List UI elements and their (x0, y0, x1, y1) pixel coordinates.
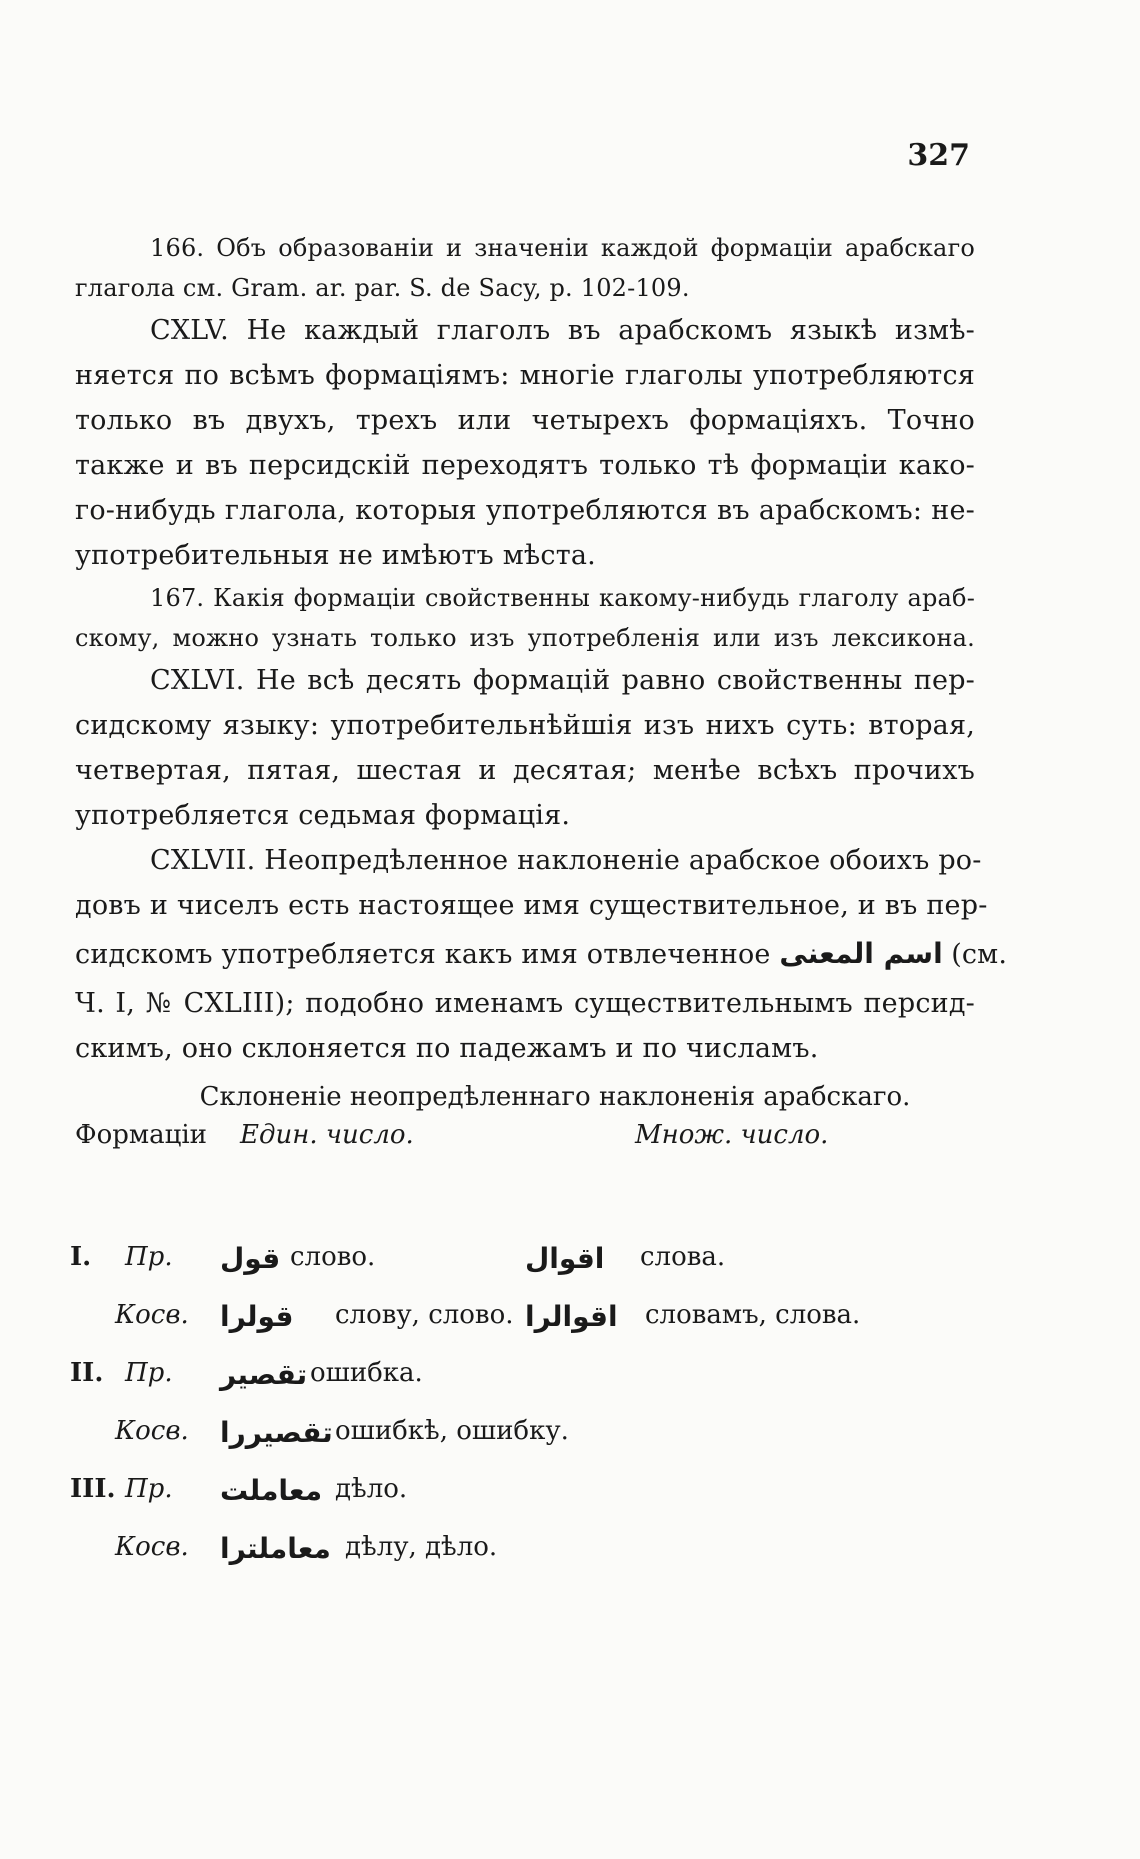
russian-singular: дѣлу, дѣло. (345, 1532, 498, 1562)
cxlvii-line-3-after: (см. (951, 939, 1008, 970)
cxlvii-line-2: довъ и чиселъ есть настоящее имя существительное, и въ пер- (75, 890, 988, 921)
footnote-166-line-2: глагола см. Gram. ar. par. S. de Sacy, p. 102-109. (75, 274, 690, 302)
arabic-ism-al-mana: اسم المعنى (779, 937, 943, 970)
footnote-167-line-1: 167. Какія формаціи свойственны какому-нибудь глаголу араб- (150, 584, 975, 612)
formation-label: II. (70, 1358, 104, 1388)
cxlvii-line-4: Ч. I, № CXLIII); подобно именамъ существительнымъ персид- (75, 988, 975, 1019)
formation-label: III. (70, 1474, 116, 1504)
cxlvi-line-2: сидскому языку: употребительнѣйшія изъ нихъ суть: вторая, (75, 710, 975, 741)
arabic-singular: تقصيررا (220, 1416, 333, 1449)
formation-label: I. (70, 1242, 92, 1272)
page-number: 327 (907, 138, 970, 173)
russian-singular: ошибкѣ, ошибку. (335, 1416, 569, 1446)
table-row (70, 1408, 970, 1466)
cxlv-line-5: го-нибудь глагола, которыя употребляются въ арабскомъ: не- (75, 495, 975, 526)
russian-plural: словамъ, слова. (645, 1300, 861, 1330)
table-row (70, 1350, 970, 1408)
cxlvii-line-5: скимъ, оно склоняется по падежамъ и по числамъ. (75, 1033, 819, 1064)
declension-heading: Склоненіе неопредѣленнаго наклоненія арабскаго. (199, 1082, 911, 1112)
cxlvi-line-3: четвертая, пятая, шестая и десятая; менѣе всѣхъ прочихъ (75, 755, 975, 786)
cxlvii-line-1: CXLVII. Неопредѣленное наклоненіе арабское обоихъ ро- (150, 845, 982, 876)
arabic-plural: اقوالرا (525, 1300, 618, 1333)
case-label: Косв. (115, 1300, 189, 1330)
cxlv-line-2: няется по всѣмъ формаціямъ: многіе глаголы употребляются (75, 360, 975, 391)
table-row (70, 1466, 970, 1524)
case-label: Пр. (125, 1242, 173, 1272)
case-label: Косв. (115, 1532, 189, 1562)
declension-column-headers (75, 1120, 975, 1165)
cxlvi-line-4: употребляется седьмая формація. (75, 800, 571, 831)
russian-plural: слова. (640, 1242, 726, 1272)
declension-table (70, 1234, 970, 1582)
arabic-plural: اقوال (525, 1242, 605, 1275)
cxlvii-line-3 (75, 928, 1008, 981)
footnote-167-line-2: скому, можно узнать только изъ употребленія или изъ лексикона. (75, 624, 975, 652)
col-plural: Множ. число. (635, 1120, 829, 1150)
table-row (70, 1292, 970, 1350)
col-formations: Формаціи (75, 1120, 207, 1150)
arabic-singular: تقصير (220, 1358, 308, 1391)
arabic-singular: معاملت (220, 1474, 323, 1507)
arabic-singular: قول (220, 1242, 281, 1275)
cxlvi-line-1: CXLVI. Не всѣ десять формацій равно свойственны пер- (150, 665, 975, 696)
russian-singular: слово. (290, 1242, 376, 1272)
arabic-singular: قولرا (220, 1300, 294, 1333)
footnote-166-line-1: 166. Объ образованіи и значеніи каждой формаціи арабскаго (150, 234, 975, 262)
cxlvii-line-3-before: сидскомъ употребляется какъ имя отвлеченное (75, 939, 771, 970)
arabic-singular: معاملترا (220, 1532, 331, 1565)
case-label: Пр. (125, 1358, 173, 1388)
russian-singular: слову, слово. (335, 1300, 514, 1330)
case-label: Косв. (115, 1416, 189, 1446)
russian-singular: ошибка. (310, 1358, 423, 1388)
cxlv-line-3: только въ двухъ, трехъ или четырехъ формаціяхъ. Точно (75, 405, 975, 436)
cxlv-line-1: CXLV. Не каждый глаголъ въ арабскомъ языкѣ измѣ- (150, 315, 975, 346)
table-row (70, 1234, 970, 1292)
col-singular: Един. число. (240, 1120, 414, 1150)
cxlv-line-4: также и въ персидскій переходятъ только тѣ формаціи како- (75, 450, 975, 481)
russian-singular: дѣло. (335, 1474, 408, 1504)
case-label: Пр. (125, 1474, 173, 1504)
table-row (70, 1524, 970, 1582)
cxlv-line-6: употребительныя не имѣютъ мѣста. (75, 540, 596, 571)
main-text (75, 228, 1008, 1165)
